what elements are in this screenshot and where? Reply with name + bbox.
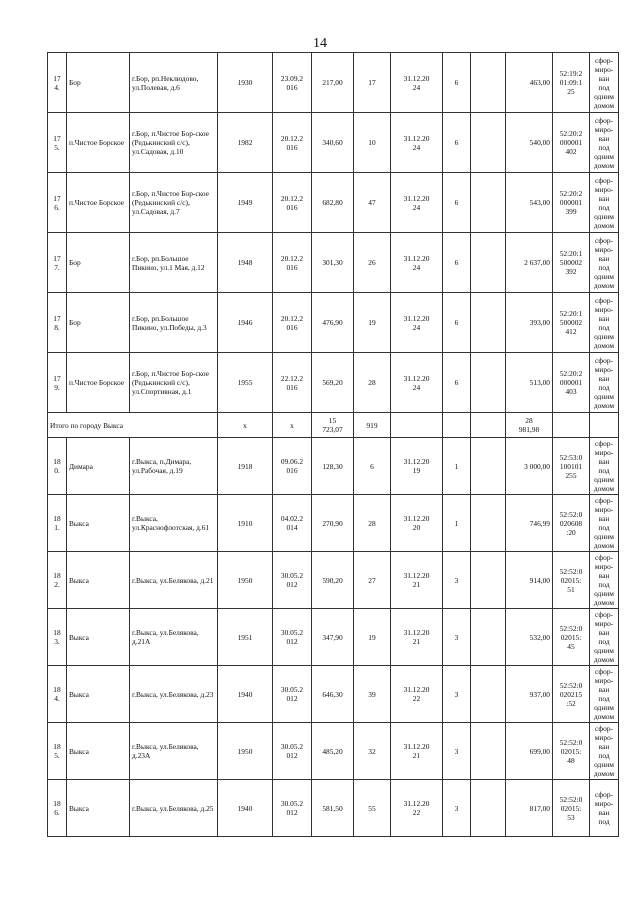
recognition-date-cell: 20.12.2 016 [273,173,312,233]
land-status-cell: сфор- миро- ван под одним домом [590,353,619,413]
total-empty-3 [471,413,506,438]
area-cell: 217,00 [312,53,354,113]
row-number-cell: 17 5. [48,113,67,173]
cadastral-number-cell: 52:52:0 020608 :20 [553,495,590,552]
row-number-cell: 17 9. [48,353,67,413]
recognition-date-cell: 30.05.2 012 [273,666,312,723]
table-row [48,666,619,723]
recognition-date-cell: 09.06.2 016 [273,438,312,495]
empty-cell [471,495,506,552]
area-cell: 485,20 [312,723,354,780]
area-cell: 581,50 [312,780,354,837]
year-built-cell: 1950 [218,552,273,609]
address-cell: г.Выкса, ул.Белякова, д.25 [130,780,218,837]
table-row [48,233,619,293]
type-cell: 3 [443,552,471,609]
residents-cell: 26 [354,233,391,293]
type-cell: 3 [443,780,471,837]
table-body-bottom [48,438,619,837]
residents-cell: 47 [354,173,391,233]
settlement-cell: Выкса [67,609,130,666]
address-cell: г.Выкса, ул.Белякова, д.21 [130,552,218,609]
settlement-cell: Бор [67,53,130,113]
empty-cell [471,666,506,723]
recognition-date-cell: 23.09.2 016 [273,53,312,113]
land-status-cell: сфор- миро- ван под одним домом [590,113,619,173]
row-number-cell: 17 4. [48,53,67,113]
area-cell: 301,30 [312,233,354,293]
empty-cell [471,53,506,113]
land-status-cell: сфор- миро- ван под одним домом [590,293,619,353]
row-number-cell: 17 7. [48,233,67,293]
recognition-date-cell: 04.02.2 014 [273,495,312,552]
row-number-cell: 18 5. [48,723,67,780]
table-row [48,609,619,666]
address-cell: г.Бор, рп.Большое Пикино, ул.1 Мая, д.12 [130,233,218,293]
area-cell: 476,90 [312,293,354,353]
total-empty-1 [391,413,443,438]
table-row [48,353,619,413]
year-built-cell: 1951 [218,609,273,666]
cost-cell: 914,00 [506,552,553,609]
year-built-cell: 1940 [218,666,273,723]
land-status-cell: сфор- миро- ван под одним домом [590,495,619,552]
settlement-cell: п.Чистое Борское [67,173,130,233]
housing-registry-table [47,52,619,837]
year-built-cell: 1910 [218,495,273,552]
address-cell: г.Выкса, ул.Краснофлотская, д.61 [130,495,218,552]
total-empty-4 [553,413,590,438]
empty-cell [471,609,506,666]
year-built-cell: 1930 [218,53,273,113]
resettlement-deadline-cell: 31.12.20 21 [391,609,443,666]
cost-cell: 532,00 [506,609,553,666]
cadastral-number-cell: 52:19:2 01:09:1 25 [553,53,590,113]
table-row [48,173,619,233]
recognition-date-cell: 20.12.2 016 [273,293,312,353]
row-number-cell: 18 1. [48,495,67,552]
total-label: Итого по городу Выкса [48,413,218,438]
type-cell: 3 [443,609,471,666]
land-status-cell: сфор- миро- ван под одним домом [590,233,619,293]
address-cell: г.Выкса, ул.Белякова, д.21А [130,609,218,666]
total-empty-5 [590,413,619,438]
row-number-cell: 17 6. [48,173,67,233]
address-cell: г.Бор, п.Чистое Бор-ское (Редькинский с/с), ул.Спортивная, д.1 [130,353,218,413]
cost-cell: 513,00 [506,353,553,413]
settlement-cell: Выкса [67,495,130,552]
total-residents: 919 [354,413,391,438]
year-built-cell: 1950 [218,723,273,780]
type-cell: 6 [443,173,471,233]
area-cell: 347,90 [312,609,354,666]
year-built-cell: 1948 [218,233,273,293]
resettlement-deadline-cell: 31.12.20 22 [391,666,443,723]
type-cell: 6 [443,353,471,413]
empty-cell [471,552,506,609]
cadastral-number-cell: 52:52:0 02015: 53 [553,780,590,837]
recognition-date-cell: 20.12.2 016 [273,233,312,293]
residents-cell: 55 [354,780,391,837]
table-row [48,780,619,837]
area-cell: 128,30 [312,438,354,495]
recognition-date-cell: 20.12.2 016 [273,113,312,173]
total-x-date: x [273,413,312,438]
cadastral-number-cell: 52:20:2 000001 402 [553,113,590,173]
cadastral-number-cell: 52:53:0 100101 255 [553,438,590,495]
land-status-cell: сфор- миро- ван под [590,780,619,837]
total-empty-2 [443,413,471,438]
address-cell: г.Бор, рп.Большое Пикино, ул.Победы, д.3 [130,293,218,353]
empty-cell [471,113,506,173]
cost-cell: 817,00 [506,780,553,837]
empty-cell [471,173,506,233]
land-status-cell: сфор- миро- ван под одним домом [590,173,619,233]
area-cell: 569,20 [312,353,354,413]
land-status-cell: сфор- миро- ван под одним домом [590,53,619,113]
table-body-top [48,53,619,413]
table-row [48,495,619,552]
recognition-date-cell: 30.05.2 012 [273,552,312,609]
recognition-date-cell: 30.05.2 012 [273,780,312,837]
settlement-cell: Бор [67,293,130,353]
row-number-cell: 18 4. [48,666,67,723]
residents-cell: 39 [354,666,391,723]
row-number-cell: 18 3. [48,609,67,666]
type-cell: 6 [443,113,471,173]
cadastral-number-cell: 52:20:1 500002 392 [553,233,590,293]
address-cell: г.Бор, п.Чистое Бор-ское (Редькинский с/с), ул.Садовая, д.7 [130,173,218,233]
row-number-cell: 18 0. [48,438,67,495]
year-built-cell: 1940 [218,780,273,837]
cost-cell: 540,00 [506,113,553,173]
address-cell: г.Выкса, п.Димара, ул.Рабочая, д.19 [130,438,218,495]
residents-cell: 10 [354,113,391,173]
total-area: 15 723,07 [312,413,354,438]
cost-cell: 699,00 [506,723,553,780]
year-built-cell: 1982 [218,113,273,173]
cadastral-number-cell: 52:52:0 02015: 45 [553,609,590,666]
address-cell: г.Бор, рп.Неклюдово, ул.Полевая, д.6 [130,53,218,113]
type-cell: 1 [443,495,471,552]
resettlement-deadline-cell: 31.12.20 22 [391,780,443,837]
resettlement-deadline-cell: 31.12.20 19 [391,438,443,495]
land-status-cell: сфор- миро- ван под одним домом [590,666,619,723]
resettlement-deadline-cell: 31.12.20 24 [391,353,443,413]
total-cost: 28 981,98 [506,413,553,438]
recognition-date-cell: 22.12.2 016 [273,353,312,413]
total-section [48,413,619,438]
area-cell: 590,20 [312,552,354,609]
year-built-cell: 1949 [218,173,273,233]
residents-cell: 19 [354,609,391,666]
row-number-cell: 18 6. [48,780,67,837]
resettlement-deadline-cell: 31.12.20 20 [391,495,443,552]
cost-cell: 393,00 [506,293,553,353]
cadastral-number-cell: 52:20:2 000001 399 [553,173,590,233]
empty-cell [471,438,506,495]
year-built-cell: 1918 [218,438,273,495]
cost-cell: 746,99 [506,495,553,552]
cost-cell: 2 637,00 [506,233,553,293]
land-status-cell: сфор- миро- ван под одним домом [590,552,619,609]
cost-cell: 3 000,00 [506,438,553,495]
residents-cell: 17 [354,53,391,113]
area-cell: 340,60 [312,113,354,173]
type-cell: 1 [443,438,471,495]
address-cell: г.Выкса, ул.Белякова, д.23 [130,666,218,723]
residents-cell: 28 [354,495,391,552]
area-cell: 270,90 [312,495,354,552]
residents-cell: 19 [354,293,391,353]
cost-cell: 463,00 [506,53,553,113]
page-number: 14 [313,36,327,51]
resettlement-deadline-cell: 31.12.20 24 [391,173,443,233]
empty-cell [471,780,506,837]
resettlement-deadline-cell: 31.12.20 24 [391,113,443,173]
settlement-cell: Выкса [67,552,130,609]
cadastral-number-cell: 52:52:0 02015: 51 [553,552,590,609]
total-row [48,413,619,438]
row-number-cell: 18 2. [48,552,67,609]
total-x-year: x [218,413,273,438]
residents-cell: 6 [354,438,391,495]
land-status-cell: сфор- миро- ван под одним домом [590,723,619,780]
cadastral-number-cell: 52:52:0 020215 :52 [553,666,590,723]
table-row [48,438,619,495]
cost-cell: 543,00 [506,173,553,233]
settlement-cell: п.Чистое Борское [67,353,130,413]
settlement-cell: п.Чистое Борское [67,113,130,173]
year-built-cell: 1955 [218,353,273,413]
cadastral-number-cell: 52:52:0 02015: 48 [553,723,590,780]
resettlement-deadline-cell: 31.12.20 21 [391,552,443,609]
type-cell: 6 [443,233,471,293]
table-row [48,293,619,353]
area-cell: 646,30 [312,666,354,723]
empty-cell [471,293,506,353]
table-row [48,113,619,173]
settlement-cell: Димара [67,438,130,495]
settlement-cell: Выкса [67,666,130,723]
address-cell: г.Выкса, ул.Белякова, д.23А [130,723,218,780]
residents-cell: 28 [354,353,391,413]
area-cell: 682,80 [312,173,354,233]
recognition-date-cell: 30.05.2 012 [273,723,312,780]
type-cell: 6 [443,53,471,113]
address-cell: г.Бор, п.Чистое Бор-ское (Редькинский с/с), ул.Садовая, д.10 [130,113,218,173]
recognition-date-cell: 30.05.2 012 [273,609,312,666]
empty-cell [471,233,506,293]
type-cell: 3 [443,723,471,780]
type-cell: 6 [443,293,471,353]
row-number-cell: 17 8. [48,293,67,353]
land-status-cell: сфор- миро- ван под одним домом [590,438,619,495]
cadastral-number-cell: 52:20:1 500002 412 [553,293,590,353]
table-row [48,53,619,113]
empty-cell [471,723,506,780]
table-row [48,552,619,609]
cadastral-number-cell: 52:20:2 000001 403 [553,353,590,413]
land-status-cell: сфор- миро- ван под одним домом [590,609,619,666]
year-built-cell: 1946 [218,293,273,353]
settlement-cell: Выкса [67,780,130,837]
resettlement-deadline-cell: 31.12.20 24 [391,293,443,353]
settlement-cell: Бор [67,233,130,293]
type-cell: 3 [443,666,471,723]
residents-cell: 27 [354,552,391,609]
resettlement-deadline-cell: 31.12.20 24 [391,53,443,113]
resettlement-deadline-cell: 31.12.20 21 [391,723,443,780]
settlement-cell: Выкса [67,723,130,780]
residents-cell: 32 [354,723,391,780]
resettlement-deadline-cell: 31.12.20 24 [391,233,443,293]
empty-cell [471,353,506,413]
cost-cell: 937,00 [506,666,553,723]
table-row [48,723,619,780]
